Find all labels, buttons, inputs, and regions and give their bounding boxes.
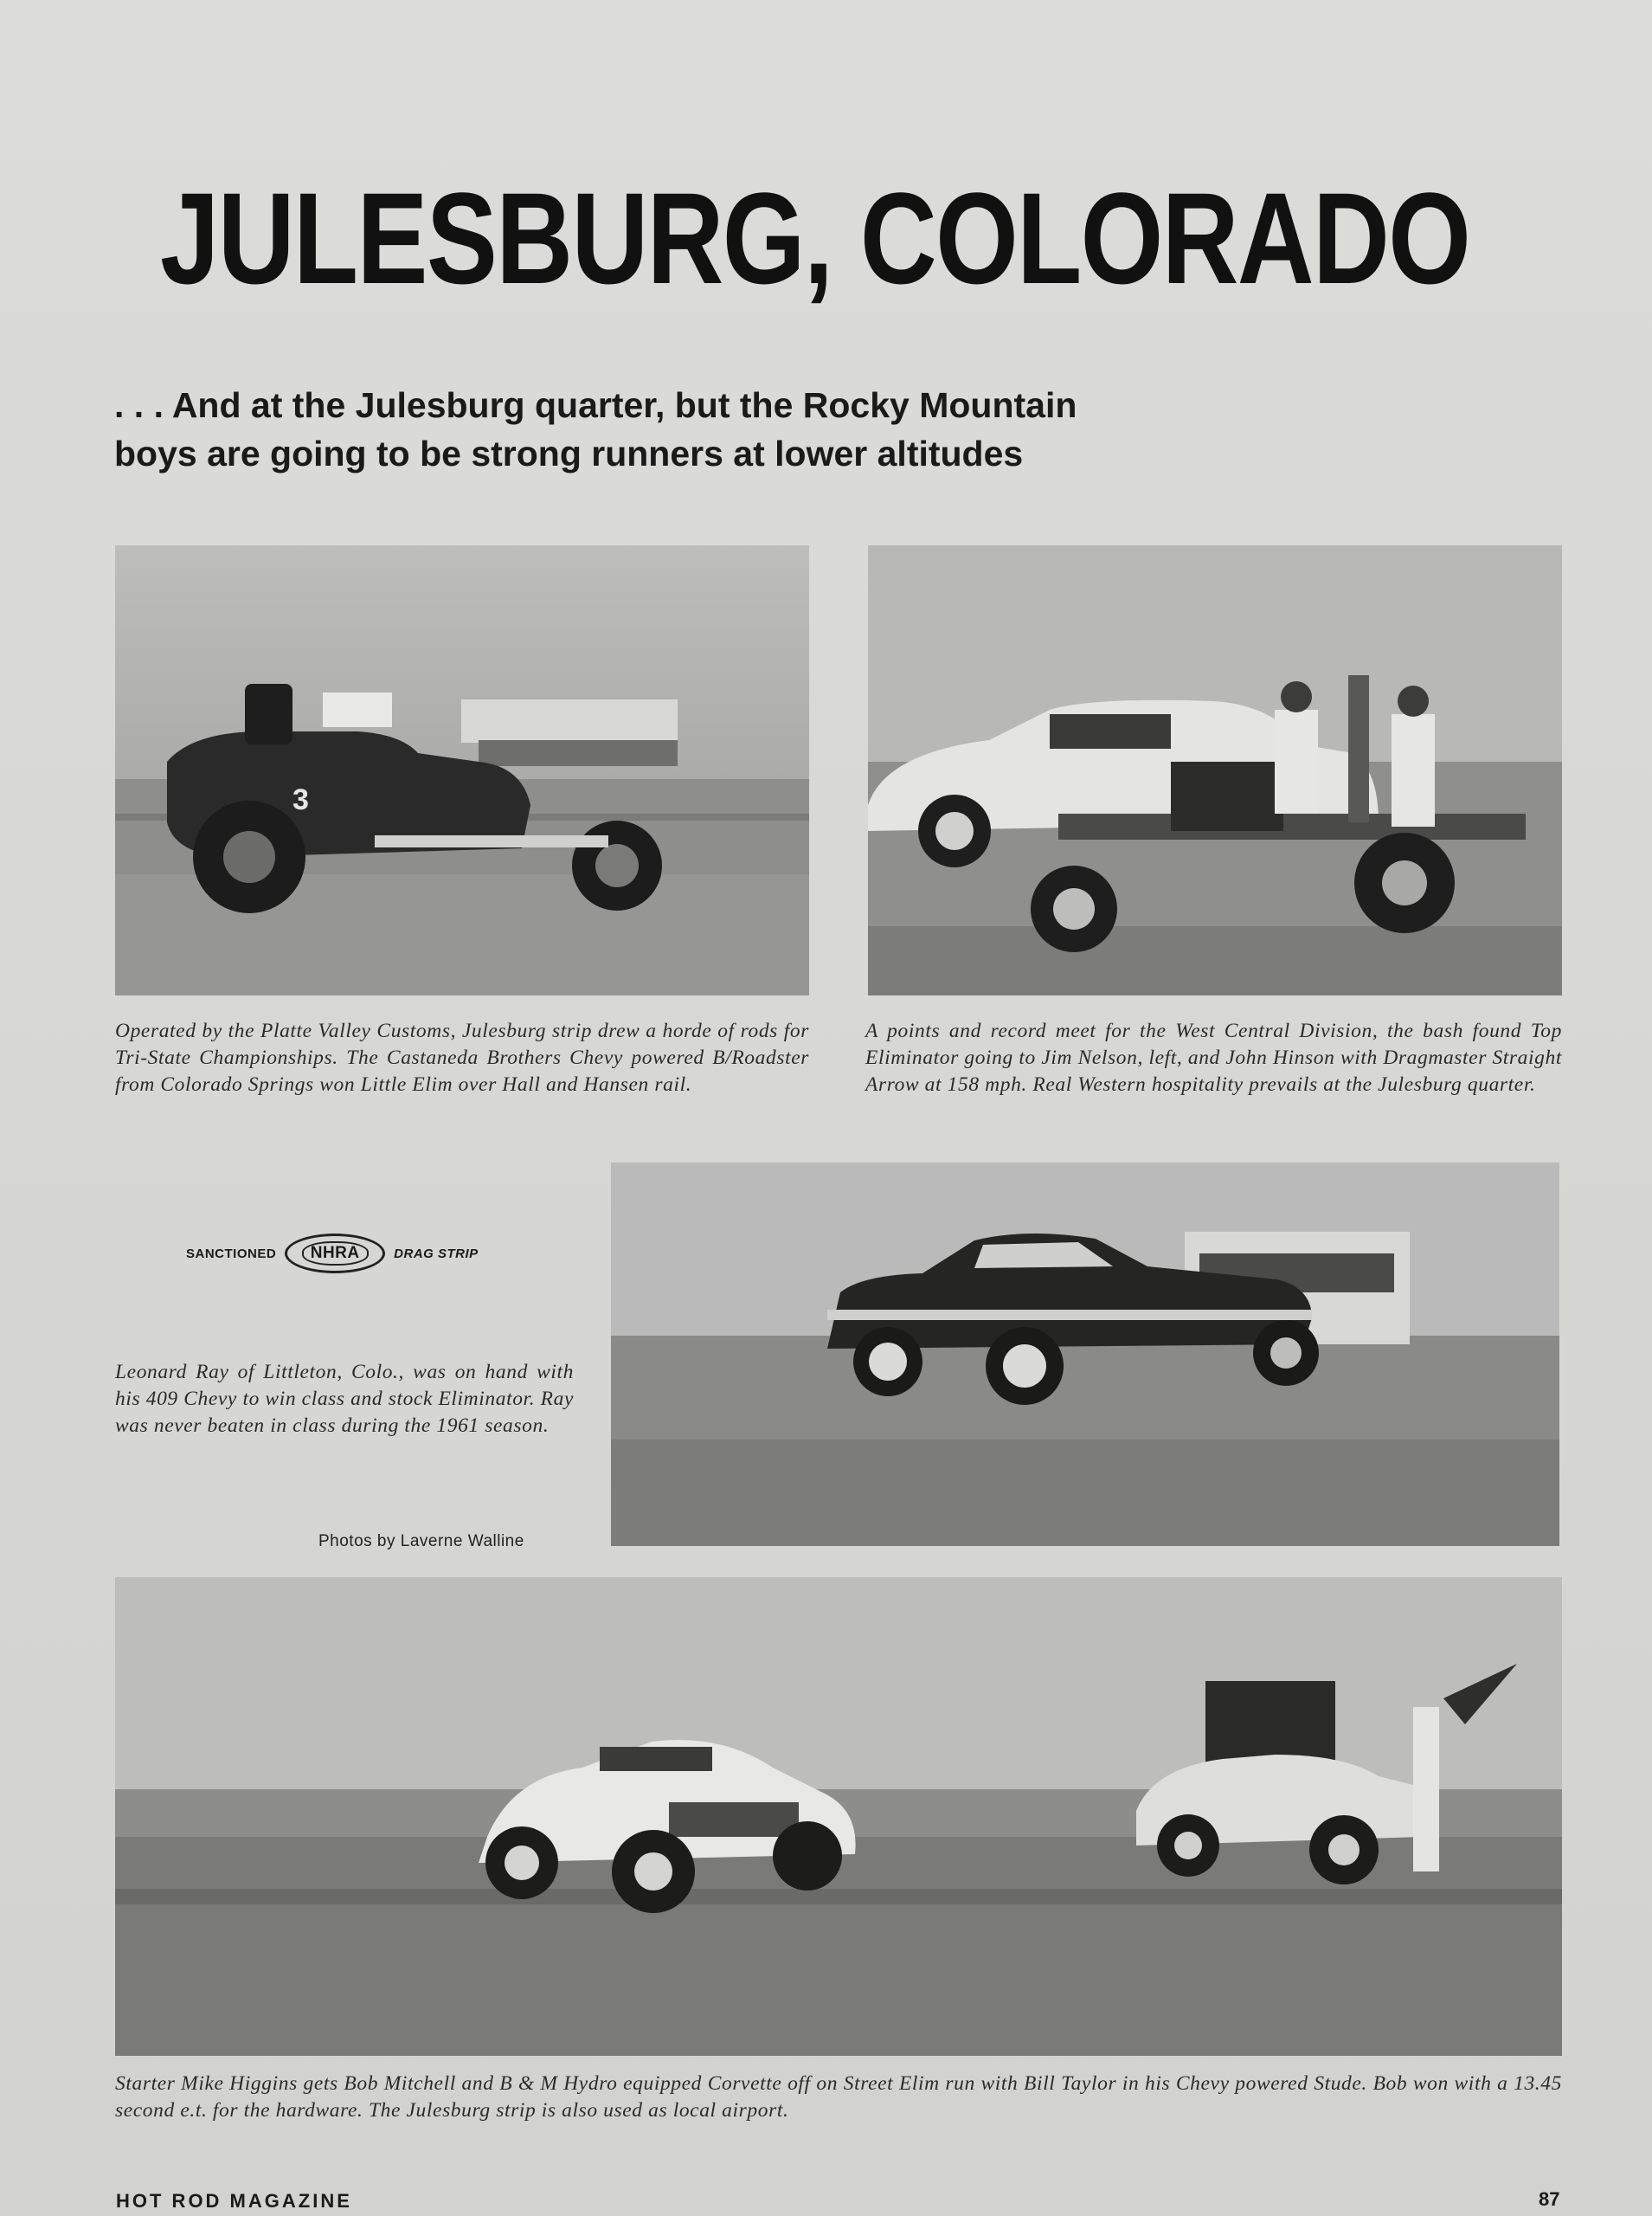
nhra-logo-text: NHRA bbox=[302, 1241, 369, 1266]
sanctioned-drag-strip-badge bbox=[186, 1236, 515, 1271]
photo-credit: Photos by Laverne Walline bbox=[318, 1532, 524, 1550]
photo-roadster bbox=[115, 545, 809, 995]
photo-chevy bbox=[611, 1163, 1559, 1546]
caption-corvette: Starter Mike Higgins gets Bob Mitchell and B & M Hydro equipped Corvette off on Street Elim run with Bill Taylor in his Chevy powered Stude. Bob won with a 13.45 second e.t. for the hardware. The Julesburg strip is also used as local airport. bbox=[115, 2072, 1562, 2122]
magazine-name: HOT ROD MAGAZINE bbox=[116, 2190, 352, 2212]
caption-roadster: Operated by the Platte Valley Customs, Julesburg strip drew a horde of rods for Tri-State Championships. The Castaneda Brothers Chevy powered B/Roadster from Colorado Springs won Little Elim over Hall and Hansen rail. bbox=[115, 1020, 809, 1096]
page-number: 87 bbox=[1539, 2188, 1560, 2210]
caption-dragster: A points and record meet for the West Central Division, the bash found Top Eliminator going to Jim Nelson, left, and John Hinson with Dragmaster Straight Arrow at 158 mph. Real Western hospitality prevails at the Julesburg quarter. bbox=[865, 1020, 1562, 1096]
sanction-label-left: SANCTIONED bbox=[186, 1246, 277, 1261]
nhra-logo bbox=[285, 1234, 385, 1273]
sanction-label-right: DRAG STRIP bbox=[394, 1246, 479, 1261]
car-number: 3 bbox=[292, 783, 309, 816]
deck-line-1: . . . And at the Julesburg quarter, but the Rocky Mountain bbox=[114, 385, 1077, 425]
caption-chevy: Leonard Ray of Littleton, Colo., was on hand with his 409 Chevy to win class and stock Eliminator. Ray was never beaten in class during the 1961 season. bbox=[115, 1361, 574, 1437]
photo-corvette bbox=[115, 1577, 1562, 2056]
headline: JULESBURG, COLORADO bbox=[160, 165, 1470, 311]
deck bbox=[114, 381, 1170, 478]
photo-dragster bbox=[868, 545, 1562, 995]
deck-line-2: boys are going to be strong runners at lower altitudes bbox=[114, 434, 1024, 473]
